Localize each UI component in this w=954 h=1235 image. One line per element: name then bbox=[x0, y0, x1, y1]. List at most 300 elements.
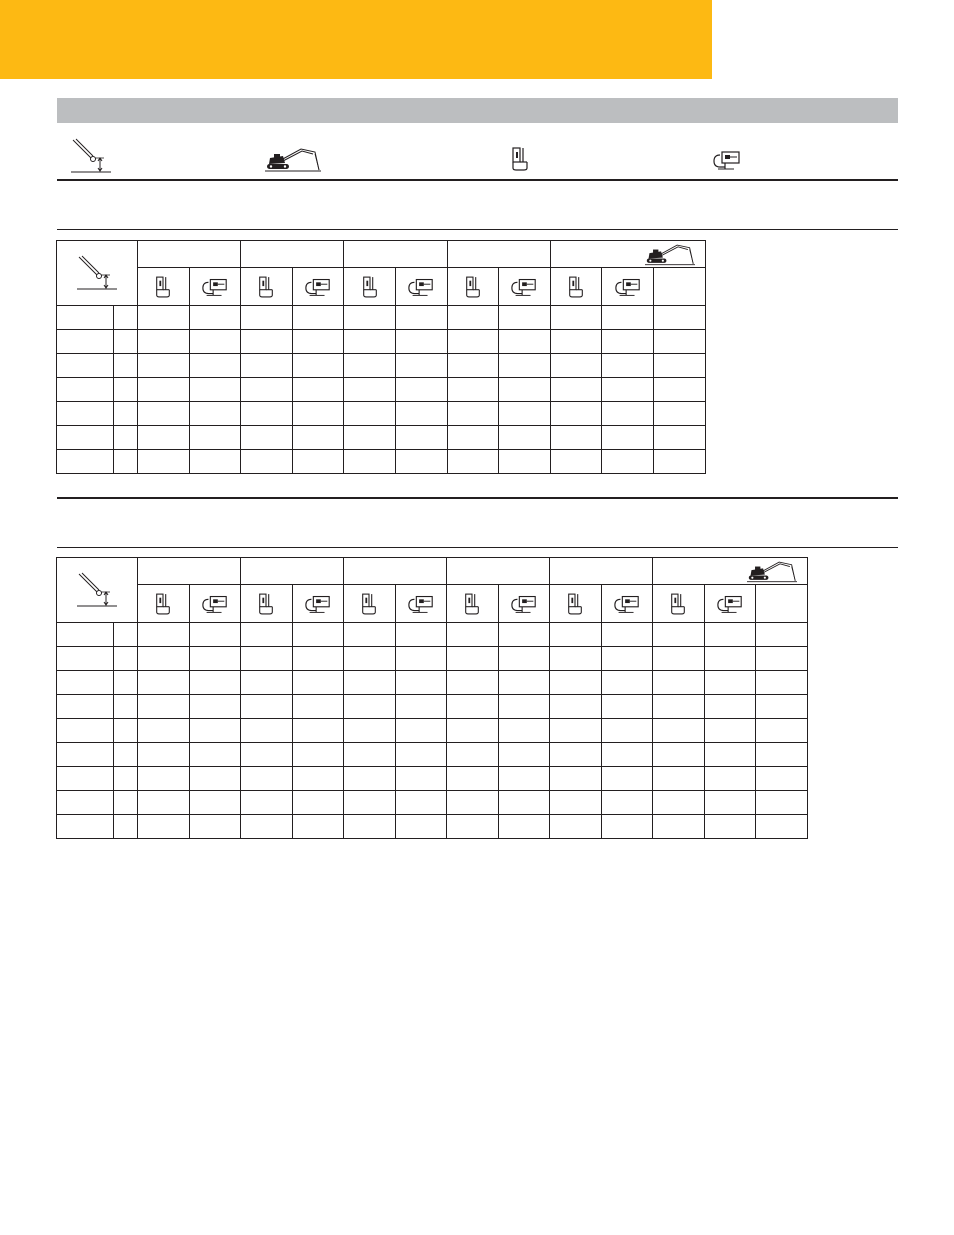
table-cell bbox=[114, 330, 138, 354]
table-cell bbox=[704, 791, 756, 815]
table-cell bbox=[189, 671, 241, 695]
table-cell bbox=[653, 426, 705, 450]
reach-header bbox=[756, 585, 808, 623]
table-cell bbox=[653, 306, 705, 330]
table-cell bbox=[498, 719, 550, 743]
table-cell bbox=[189, 815, 241, 839]
over-side-load-icon bbox=[407, 277, 435, 297]
table-cell bbox=[550, 378, 602, 402]
over-front-load-icon bbox=[154, 591, 172, 617]
table-cell bbox=[395, 402, 447, 426]
table-cell bbox=[241, 354, 293, 378]
lift-capacity-table-1 bbox=[56, 240, 706, 474]
max-reach-header bbox=[653, 558, 808, 585]
table-row bbox=[57, 426, 706, 450]
table-cell bbox=[292, 719, 344, 743]
table-cell bbox=[241, 426, 293, 450]
table-cell bbox=[57, 791, 114, 815]
table-cell bbox=[602, 306, 654, 330]
table-cell bbox=[550, 330, 602, 354]
table-cell bbox=[344, 719, 396, 743]
table-cell bbox=[292, 671, 344, 695]
table-cell bbox=[602, 450, 654, 474]
header-corner bbox=[57, 241, 138, 306]
table-cell bbox=[241, 719, 293, 743]
excavator-icon bbox=[265, 145, 321, 173]
table-cell bbox=[447, 623, 499, 647]
over-front-header bbox=[241, 268, 293, 306]
table-cell bbox=[292, 426, 344, 450]
table-cell bbox=[114, 426, 138, 450]
table-cell bbox=[57, 695, 114, 719]
over-front-header bbox=[344, 268, 396, 306]
table-cell bbox=[550, 743, 602, 767]
over-front-header bbox=[447, 268, 499, 306]
table-cell bbox=[189, 450, 241, 474]
table-cell bbox=[395, 767, 447, 791]
table-cell bbox=[241, 767, 293, 791]
table-cell bbox=[756, 767, 808, 791]
table-cell bbox=[292, 402, 344, 426]
table-cell bbox=[601, 719, 653, 743]
table-cell bbox=[344, 671, 396, 695]
table-row bbox=[57, 330, 706, 354]
table-cell bbox=[601, 743, 653, 767]
over-side-header bbox=[292, 268, 344, 306]
table-cell bbox=[498, 647, 550, 671]
table-cell bbox=[57, 378, 114, 402]
table-row bbox=[57, 450, 706, 474]
table-cell bbox=[138, 719, 190, 743]
table-cell bbox=[114, 743, 138, 767]
table-cell bbox=[653, 354, 705, 378]
table-row bbox=[57, 695, 808, 719]
table-cell bbox=[601, 623, 653, 647]
table-cell bbox=[756, 671, 808, 695]
table-cell bbox=[138, 767, 190, 791]
radius-header bbox=[447, 241, 550, 268]
table-cell bbox=[57, 623, 114, 647]
table-cell bbox=[138, 450, 190, 474]
over-front-load-icon bbox=[567, 274, 585, 300]
table-row bbox=[57, 815, 808, 839]
table-cell bbox=[550, 354, 602, 378]
table-cell bbox=[189, 743, 241, 767]
table-cell bbox=[395, 623, 447, 647]
table-cell bbox=[447, 791, 499, 815]
section-title-bar bbox=[57, 98, 898, 123]
table-cell bbox=[241, 647, 293, 671]
table-cell bbox=[704, 815, 756, 839]
table2-top-rule bbox=[57, 547, 898, 548]
table-cell bbox=[189, 623, 241, 647]
table-cell bbox=[292, 647, 344, 671]
table-cell bbox=[498, 623, 550, 647]
table-cell bbox=[653, 791, 705, 815]
table-cell bbox=[395, 330, 447, 354]
table-row bbox=[57, 378, 706, 402]
table-cell bbox=[344, 695, 396, 719]
table-cell bbox=[550, 426, 602, 450]
table-cell bbox=[114, 767, 138, 791]
table-cell bbox=[344, 647, 396, 671]
table-row bbox=[57, 791, 808, 815]
over-front-header bbox=[344, 585, 396, 623]
table-cell bbox=[602, 378, 654, 402]
table-cell bbox=[653, 378, 705, 402]
table-cell bbox=[395, 791, 447, 815]
table-cell bbox=[138, 378, 190, 402]
table-cell bbox=[756, 719, 808, 743]
table-cell bbox=[57, 450, 114, 474]
table-cell bbox=[344, 767, 396, 791]
table-cell bbox=[189, 330, 241, 354]
table-cell bbox=[241, 623, 293, 647]
table-cell bbox=[189, 647, 241, 671]
table-cell bbox=[344, 623, 396, 647]
table-cell bbox=[653, 330, 705, 354]
over-front-load-icon bbox=[464, 274, 482, 300]
over-front-header bbox=[241, 585, 293, 623]
table-cell bbox=[344, 791, 396, 815]
table-cell bbox=[344, 426, 396, 450]
table-cell bbox=[447, 402, 499, 426]
table-cell bbox=[395, 815, 447, 839]
radius-header bbox=[241, 558, 344, 585]
table-cell bbox=[653, 623, 705, 647]
table-cell bbox=[704, 623, 756, 647]
header-row-direction bbox=[57, 268, 706, 306]
table-cell bbox=[114, 791, 138, 815]
radius-header bbox=[138, 241, 241, 268]
table-cell bbox=[756, 623, 808, 647]
table-cell bbox=[57, 306, 114, 330]
excavator-icon bbox=[747, 559, 797, 583]
radius-header bbox=[138, 558, 241, 585]
table-cell bbox=[57, 743, 114, 767]
table-cell bbox=[344, 402, 396, 426]
table-cell bbox=[550, 791, 602, 815]
table-cell bbox=[114, 719, 138, 743]
table-cell bbox=[241, 695, 293, 719]
table-cell bbox=[653, 647, 705, 671]
table-cell bbox=[447, 695, 499, 719]
table-cell bbox=[138, 330, 190, 354]
table-cell bbox=[138, 426, 190, 450]
header-row-radius bbox=[57, 558, 808, 585]
table-cell bbox=[704, 719, 756, 743]
load-radius-icon bbox=[77, 571, 117, 609]
table-cell bbox=[344, 306, 396, 330]
table-cell bbox=[499, 378, 551, 402]
table-cell bbox=[756, 791, 808, 815]
table-cell bbox=[138, 354, 190, 378]
table-cell bbox=[189, 719, 241, 743]
table-cell bbox=[447, 647, 499, 671]
table-cell bbox=[653, 743, 705, 767]
over-side-load-icon bbox=[716, 594, 744, 614]
table-cell bbox=[57, 354, 114, 378]
table-cell bbox=[138, 695, 190, 719]
table-cell bbox=[292, 623, 344, 647]
table-cell bbox=[292, 450, 344, 474]
table-cell bbox=[498, 815, 550, 839]
over-front-load-icon bbox=[257, 591, 275, 617]
table-cell bbox=[138, 743, 190, 767]
over-front-load-icon bbox=[669, 591, 687, 617]
radius-header bbox=[447, 558, 550, 585]
table-cell bbox=[653, 671, 705, 695]
over-side-header bbox=[602, 268, 654, 306]
over-side-load-icon bbox=[201, 594, 229, 614]
legend-row bbox=[57, 133, 898, 179]
load-radius-icon bbox=[71, 137, 111, 175]
table-cell bbox=[447, 815, 499, 839]
table-cell bbox=[601, 791, 653, 815]
over-side-load-icon bbox=[304, 594, 332, 614]
table-cell bbox=[292, 791, 344, 815]
table-cell bbox=[498, 671, 550, 695]
table-cell bbox=[189, 791, 241, 815]
over-front-load-icon bbox=[257, 274, 275, 300]
over-side-header bbox=[498, 585, 550, 623]
table-cell bbox=[241, 791, 293, 815]
table-cell bbox=[57, 426, 114, 450]
over-side-load-icon bbox=[712, 149, 742, 171]
over-side-header bbox=[704, 585, 756, 623]
table-cell bbox=[498, 743, 550, 767]
table-cell bbox=[114, 402, 138, 426]
table-cell bbox=[292, 743, 344, 767]
table-row bbox=[57, 306, 706, 330]
table-cell bbox=[756, 647, 808, 671]
table-cell bbox=[344, 330, 396, 354]
table-cell bbox=[395, 378, 447, 402]
header-row-direction bbox=[57, 585, 808, 623]
table-cell bbox=[189, 695, 241, 719]
table-cell bbox=[138, 791, 190, 815]
table-cell bbox=[344, 815, 396, 839]
table-cell bbox=[395, 743, 447, 767]
table-cell bbox=[499, 306, 551, 330]
table-cell bbox=[447, 354, 499, 378]
over-side-header bbox=[499, 268, 551, 306]
over-side-load-icon bbox=[407, 594, 435, 614]
reach-header bbox=[653, 268, 705, 306]
divider-rule bbox=[57, 497, 898, 499]
table-cell bbox=[704, 743, 756, 767]
table-cell bbox=[447, 719, 499, 743]
lift-capacity-table-2 bbox=[56, 557, 808, 839]
over-front-load-icon bbox=[510, 145, 530, 173]
table-cell bbox=[447, 743, 499, 767]
table-cell bbox=[292, 767, 344, 791]
over-side-load-icon bbox=[304, 277, 332, 297]
table-cell bbox=[550, 306, 602, 330]
over-front-load-icon bbox=[154, 274, 172, 300]
table-cell bbox=[395, 719, 447, 743]
table-cell bbox=[344, 450, 396, 474]
table-cell bbox=[550, 647, 602, 671]
table-cell bbox=[550, 450, 602, 474]
table-cell bbox=[241, 402, 293, 426]
table-cell bbox=[704, 647, 756, 671]
table-cell bbox=[292, 815, 344, 839]
table-cell bbox=[550, 695, 602, 719]
table-cell bbox=[57, 719, 114, 743]
table-cell bbox=[189, 767, 241, 791]
table-cell bbox=[114, 623, 138, 647]
table-cell bbox=[114, 306, 138, 330]
table-cell bbox=[189, 426, 241, 450]
table-cell bbox=[653, 767, 705, 791]
table-cell bbox=[241, 378, 293, 402]
table-cell bbox=[756, 815, 808, 839]
table-cell bbox=[114, 378, 138, 402]
table-row bbox=[57, 647, 808, 671]
table-cell bbox=[653, 450, 705, 474]
table-cell bbox=[602, 402, 654, 426]
table-cell bbox=[602, 354, 654, 378]
over-front-load-icon bbox=[361, 274, 379, 300]
table-cell bbox=[189, 402, 241, 426]
table-row bbox=[57, 671, 808, 695]
table-cell bbox=[189, 306, 241, 330]
table-cell bbox=[138, 402, 190, 426]
table-cell bbox=[550, 815, 602, 839]
table-cell bbox=[395, 450, 447, 474]
table-cell bbox=[704, 767, 756, 791]
table-cell bbox=[704, 671, 756, 695]
table-cell bbox=[704, 695, 756, 719]
table-cell bbox=[447, 671, 499, 695]
table-cell bbox=[395, 426, 447, 450]
table-cell bbox=[653, 402, 705, 426]
over-front-load-icon bbox=[360, 591, 378, 617]
table-cell bbox=[344, 354, 396, 378]
over-side-header bbox=[601, 585, 653, 623]
over-side-load-icon bbox=[613, 594, 641, 614]
over-side-load-icon bbox=[510, 277, 538, 297]
table-cell bbox=[292, 306, 344, 330]
table-cell bbox=[344, 378, 396, 402]
table-cell bbox=[189, 354, 241, 378]
table-cell bbox=[138, 815, 190, 839]
table-row bbox=[57, 402, 706, 426]
radius-header bbox=[550, 558, 653, 585]
header-band bbox=[0, 0, 712, 79]
table-cell bbox=[292, 378, 344, 402]
table-cell bbox=[756, 743, 808, 767]
table-cell bbox=[447, 426, 499, 450]
table-cell bbox=[447, 767, 499, 791]
table-cell bbox=[292, 695, 344, 719]
table-row bbox=[57, 354, 706, 378]
table-cell bbox=[57, 330, 114, 354]
load-radius-icon bbox=[77, 254, 117, 292]
table-cell bbox=[550, 671, 602, 695]
table-cell bbox=[499, 330, 551, 354]
max-reach-header bbox=[550, 241, 705, 268]
over-front-header bbox=[138, 585, 190, 623]
table-cell bbox=[756, 695, 808, 719]
header-corner bbox=[57, 558, 138, 623]
table-cell bbox=[241, 306, 293, 330]
over-side-header bbox=[395, 268, 447, 306]
table-cell bbox=[653, 695, 705, 719]
table-cell bbox=[601, 671, 653, 695]
table-cell bbox=[499, 402, 551, 426]
over-front-header bbox=[653, 585, 705, 623]
table-cell bbox=[114, 647, 138, 671]
table-row bbox=[57, 743, 808, 767]
table-cell bbox=[602, 426, 654, 450]
table-cell bbox=[241, 330, 293, 354]
table-cell bbox=[653, 815, 705, 839]
table-cell bbox=[344, 743, 396, 767]
over-side-header bbox=[395, 585, 447, 623]
table-cell bbox=[395, 695, 447, 719]
over-side-header bbox=[292, 585, 344, 623]
table-cell bbox=[601, 767, 653, 791]
table-cell bbox=[447, 330, 499, 354]
table-cell bbox=[138, 306, 190, 330]
table-cell bbox=[395, 354, 447, 378]
table-cell bbox=[601, 815, 653, 839]
table-cell bbox=[447, 306, 499, 330]
table-cell bbox=[498, 767, 550, 791]
table-cell bbox=[499, 354, 551, 378]
table-cell bbox=[499, 426, 551, 450]
table-cell bbox=[114, 815, 138, 839]
table-cell bbox=[138, 623, 190, 647]
table-cell bbox=[138, 647, 190, 671]
table-cell bbox=[498, 695, 550, 719]
excavator-icon bbox=[645, 242, 695, 266]
table-cell bbox=[550, 719, 602, 743]
over-side-load-icon bbox=[201, 277, 229, 297]
table-cell bbox=[447, 450, 499, 474]
over-front-header bbox=[447, 585, 499, 623]
table-cell bbox=[114, 671, 138, 695]
table-cell bbox=[395, 647, 447, 671]
table-cell bbox=[241, 815, 293, 839]
table-cell bbox=[395, 306, 447, 330]
header-row-radius bbox=[57, 241, 706, 268]
table-cell bbox=[550, 402, 602, 426]
table-cell bbox=[447, 378, 499, 402]
table-cell bbox=[241, 743, 293, 767]
table-cell bbox=[138, 671, 190, 695]
radius-header bbox=[241, 241, 344, 268]
over-front-header bbox=[550, 268, 602, 306]
table-cell bbox=[292, 330, 344, 354]
table-cell bbox=[57, 767, 114, 791]
table-row bbox=[57, 623, 808, 647]
over-side-header bbox=[189, 585, 241, 623]
table-cell bbox=[114, 450, 138, 474]
table-cell bbox=[57, 815, 114, 839]
divider-rule bbox=[57, 179, 898, 181]
table1-top-rule bbox=[57, 229, 898, 230]
over-front-header bbox=[550, 585, 602, 623]
over-front-load-icon bbox=[463, 591, 481, 617]
table-cell bbox=[114, 354, 138, 378]
table-cell bbox=[550, 623, 602, 647]
radius-header bbox=[344, 558, 447, 585]
table-row bbox=[57, 719, 808, 743]
over-side-header bbox=[189, 268, 241, 306]
